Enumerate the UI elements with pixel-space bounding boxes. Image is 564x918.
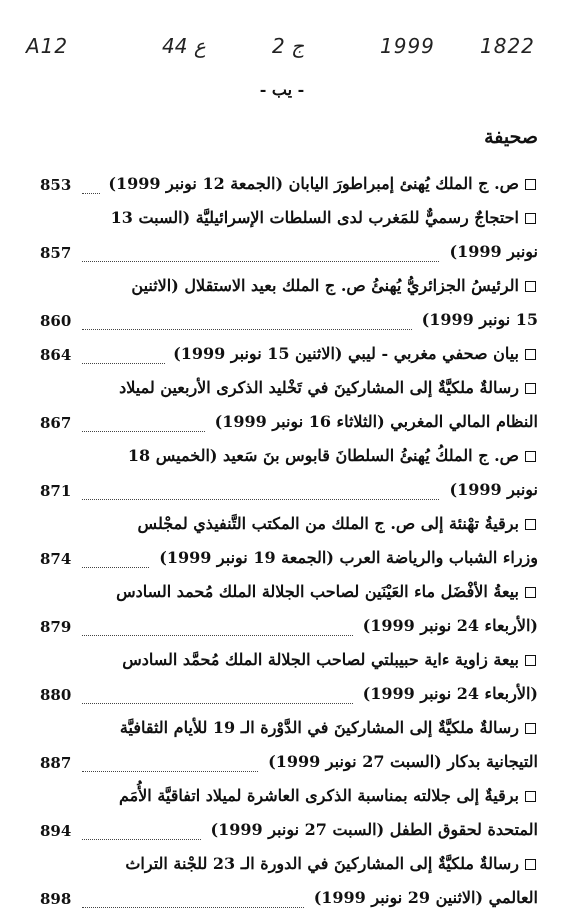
page-number: 864 [40, 346, 72, 364]
toc-entry-title: وزراء الشباب والرياضة العرب (الجمعة 19 نونبر 1999) [159, 548, 538, 567]
page-number: 857 [40, 244, 72, 262]
toc-entry-line [0, 884, 564, 918]
checkbox-bullet-icon [525, 383, 536, 394]
toc-entry [0, 578, 564, 646]
toc-entry-text [268, 752, 538, 771]
page-number: 880 [40, 686, 72, 704]
toc-entry-line [0, 782, 564, 816]
toc-entry-text [138, 514, 536, 533]
dot-leader [82, 430, 205, 432]
toc-entry-text [173, 344, 536, 363]
toc-entry-text [120, 718, 536, 737]
toc-entry-title: برقيةُ تهْنئة إلى ص. ج الملك من المكتب التَّنفيذي لمجْلس [137, 514, 519, 533]
dot-leader [82, 260, 439, 262]
toc-entry-line [0, 476, 564, 510]
toc-entry-text [119, 378, 536, 397]
toc-entry-title: النظام المالي المغربي (الثلاثاء 16 نونبر 1999) [214, 412, 538, 431]
toc-entry-title: الرئيسُ الجزائريُّ يُهنئُ ص. ج الملك بعيد الاستقلال (الاثنين [131, 276, 519, 295]
checkbox-bullet-icon [525, 587, 536, 598]
toc-entry-text [449, 242, 538, 261]
toc-entry-title: 15 نونبر 1999) [421, 310, 538, 329]
dot-leader [82, 362, 165, 364]
toc-entry-line [0, 680, 564, 714]
toc-entry [0, 782, 564, 850]
toc-entry-line [0, 272, 564, 306]
handwritten-note-4: 1999 [380, 34, 435, 58]
toc-entry-title: نونبر 1999) [449, 480, 538, 499]
handwritten-note-2: 44 ع [162, 34, 206, 58]
toc-entry [0, 272, 564, 340]
toc-entry-line [0, 340, 564, 374]
toc-entry-line [0, 442, 564, 476]
page-number: 860 [40, 312, 72, 330]
toc-entry-text [116, 582, 536, 601]
toc-entry-line [0, 646, 564, 680]
toc-entry-title: رسالةٌ ملكيَّةٌ إلى المشاركينَ في تَخْليد الذكرى الأربعين لميلاد [119, 378, 519, 397]
dot-leader [82, 192, 100, 194]
toc-entry [0, 442, 564, 510]
dot-leader [82, 328, 412, 330]
toc-entry-text [363, 616, 538, 635]
toc-entry-text [122, 650, 536, 669]
toc-entry-line [0, 306, 564, 340]
page-number: 871 [40, 482, 72, 500]
toc-entry [0, 510, 564, 578]
toc-entry-title: ص. ج الملكُ يُهنئُ السلطانَ قابوس بنَ سَعيد (الخميس 18 [127, 446, 519, 465]
dot-leader [82, 770, 258, 772]
handwritten-note-5: 1822 [480, 34, 535, 58]
toc-entry-line [0, 374, 564, 408]
toc-entry-line [0, 714, 564, 748]
toc-entry-line [0, 238, 564, 272]
page-number: 898 [40, 890, 72, 908]
checkbox-bullet-icon [525, 655, 536, 666]
toc-entry-text [128, 446, 536, 465]
page-number: 874 [40, 550, 72, 568]
toc-entry-line [0, 170, 564, 204]
dot-leader [82, 634, 353, 636]
toc-entry [0, 204, 564, 272]
toc-entry-title: المتحدة لحقوق الطفل (السبت 27 نونبر 1999) [210, 820, 538, 839]
toc-entry [0, 340, 564, 374]
toc-entry-text [422, 310, 538, 329]
toc-entry-title: بيعةُ الأفْضَل ماء العَيْنَين لصاحب الجلالة الملك مُحمد السادس [116, 582, 519, 601]
toc-entry-text [131, 276, 536, 295]
toc-entry-text [111, 208, 536, 227]
toc-entry-line [0, 544, 564, 578]
page-number: 853 [40, 176, 72, 194]
toc-entry [0, 646, 564, 714]
handwritten-note-3: ج 2 [272, 34, 305, 58]
toc-entry-line [0, 748, 564, 782]
toc-entry [0, 374, 564, 442]
checkbox-bullet-icon [525, 349, 536, 360]
toc-entry-title: رسالةٌ ملكيَّةٌ إلى المشاركينَ في الدورة الـ 23 للجْنة التراث [125, 854, 519, 873]
checkbox-bullet-icon [525, 451, 536, 462]
checkbox-bullet-icon [525, 179, 536, 190]
toc-entry-line [0, 204, 564, 238]
toc-entry-text [449, 480, 538, 499]
toc-entry-title: ص. ج الملك يُهنئ إمبراطورَ اليابان (الجمعة 12 نونبر 1999) [108, 174, 519, 193]
checkbox-bullet-icon [525, 213, 536, 224]
toc-entry-text [363, 684, 538, 703]
page-number: 894 [40, 822, 72, 840]
checkbox-bullet-icon [525, 859, 536, 870]
toc-entry-title: العالمي (الاثنين 29 نونبر 1999) [313, 888, 538, 907]
toc-entry-title: بيان صحفي مغربي - ليبي (الاثنين 15 نونبر 1999) [173, 344, 519, 363]
dot-leader [82, 906, 304, 908]
toc-entry-line [0, 850, 564, 884]
toc-entry-line [0, 510, 564, 544]
dot-leader [82, 566, 149, 568]
page-number: 879 [40, 618, 72, 636]
toc-entry-line [0, 408, 564, 442]
dot-leader [82, 702, 353, 704]
page-number: 867 [40, 414, 72, 432]
toc-entry-text [125, 854, 536, 873]
toc-entry-text [119, 786, 536, 805]
dot-leader [82, 498, 439, 500]
dot-leader [82, 838, 201, 840]
table-of-contents [0, 170, 564, 918]
toc-entry-title: احتجاجٌ رسميٌّ للمَغرب لدى السلطات الإسرائيليَّة (السبت 13 [110, 208, 519, 227]
toc-entry-title: رسالةٌ ملكيَّةٌ إلى المشاركينَ في الدَّوْرة الـ 19 للأيام الثقافيَّة [119, 718, 519, 737]
toc-entry-title: بيعة زاوية ءاية حبيبلتي لصاحب الجلالة الملك مُحمَّد السادس [122, 650, 519, 669]
toc-entry-text [108, 174, 536, 193]
toc-entry-title: نونبر 1999) [449, 242, 538, 261]
toc-entry [0, 850, 564, 918]
page-column-header: صحيفة [484, 126, 538, 148]
handwritten-note-1: A12 [26, 34, 69, 58]
toc-entry-title: برقيةٌ إلى جلالته بمناسبة الذكرى العاشرة لميلاد اتفاقيَّة الأُمَم [118, 786, 519, 805]
page-number: 887 [40, 754, 72, 772]
toc-entry-text [211, 820, 538, 839]
toc-entry-title: (الأربعاء 24 نونبر 1999) [362, 684, 538, 703]
toc-entry [0, 170, 564, 204]
toc-entry-title: التيجانية بدكار (السبت 27 نونبر 1999) [268, 752, 538, 771]
toc-entry-text [314, 888, 538, 907]
checkbox-bullet-icon [525, 791, 536, 802]
toc-entry-text [215, 412, 538, 431]
toc-entry-line [0, 612, 564, 646]
checkbox-bullet-icon [525, 723, 536, 734]
toc-entry-line [0, 578, 564, 612]
toc-entry-text [159, 548, 538, 567]
page-marker: - يب - [259, 80, 305, 99]
checkbox-bullet-icon [525, 281, 536, 292]
checkbox-bullet-icon [525, 519, 536, 530]
toc-entry-title: (الأربعاء 24 نونبر 1999) [362, 616, 538, 635]
toc-entry-line [0, 816, 564, 850]
toc-entry [0, 714, 564, 782]
